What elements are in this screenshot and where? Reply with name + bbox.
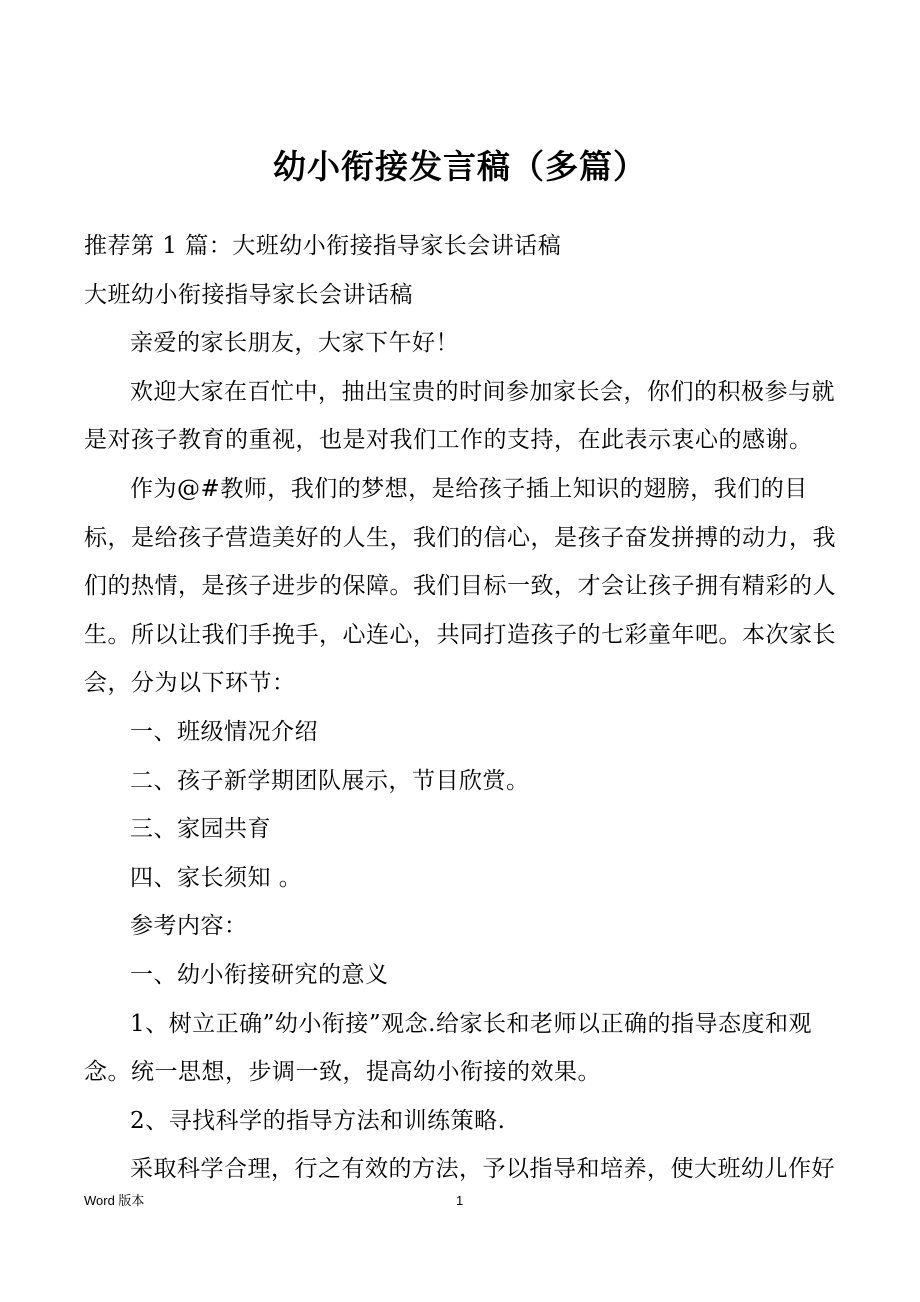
document-body [84, 222, 838, 1194]
teacher-paragraph: 作为@#教师，我们的梦想，是给孩子插上知识的翅膀，我们的目标，是给孩子营造美好的人生，我们的信心，是孩子奋发拼搏的动力，我们的热情，是孩子进步的保障。我们目标一致，才会让孩子拥有精彩的人生。所以让我们手挽手，心连心，共同打造孩子的七彩童年吧。本次家长会，分为以下环节： [84, 475, 836, 697]
point-1-paragraph: 1、树立正确”幼小衔接”观念.给家长和老师以正确的指导态度和观念。统一思想，步调一致，提高幼小衔接的效果。 [84, 1010, 812, 1086]
greeting-paragraph: 亲爱的家长朋友，大家下午好！ [130, 330, 459, 357]
method-paragraph: 采取科学合理，行之有效的方法，予以指导和培养，使大班幼儿作好 [130, 1156, 835, 1183]
agenda-item-1: 一、班级情况介绍 [130, 718, 318, 745]
footer-label: Word 版本 [84, 1193, 145, 1208]
agenda-item-4: 四、家长须知 。 [130, 864, 303, 891]
speech-subtitle: 大班幼小衔接指导家长会讲话稿 [84, 281, 413, 308]
page-number: 1 [456, 1193, 464, 1208]
agenda-item-3: 三、家园共育 [130, 816, 271, 843]
welcome-paragraph: 欢迎大家在百忙中，抽出宝贵的时间参加家长会，你们的积极参与就是对孩子教育的重视，也是对我们工作的支持，在此表示衷心的感谢。 [84, 378, 835, 454]
point-2-paragraph: 2、寻找科学的指导方法和训练策略. [130, 1107, 506, 1134]
document-title: 幼小衔接发言稿（多篇） [273, 147, 647, 186]
section-heading: 一、幼小衔接研究的意义 [130, 961, 389, 988]
recommend-heading: 推荐第 1 篇：大班幼小衔接指导家长会讲话稿 [84, 233, 562, 259]
reference-label: 参考内容： [130, 913, 248, 940]
agenda-item-2: 二、孩子新学期团队展示，节目欣赏。 [130, 767, 530, 794]
